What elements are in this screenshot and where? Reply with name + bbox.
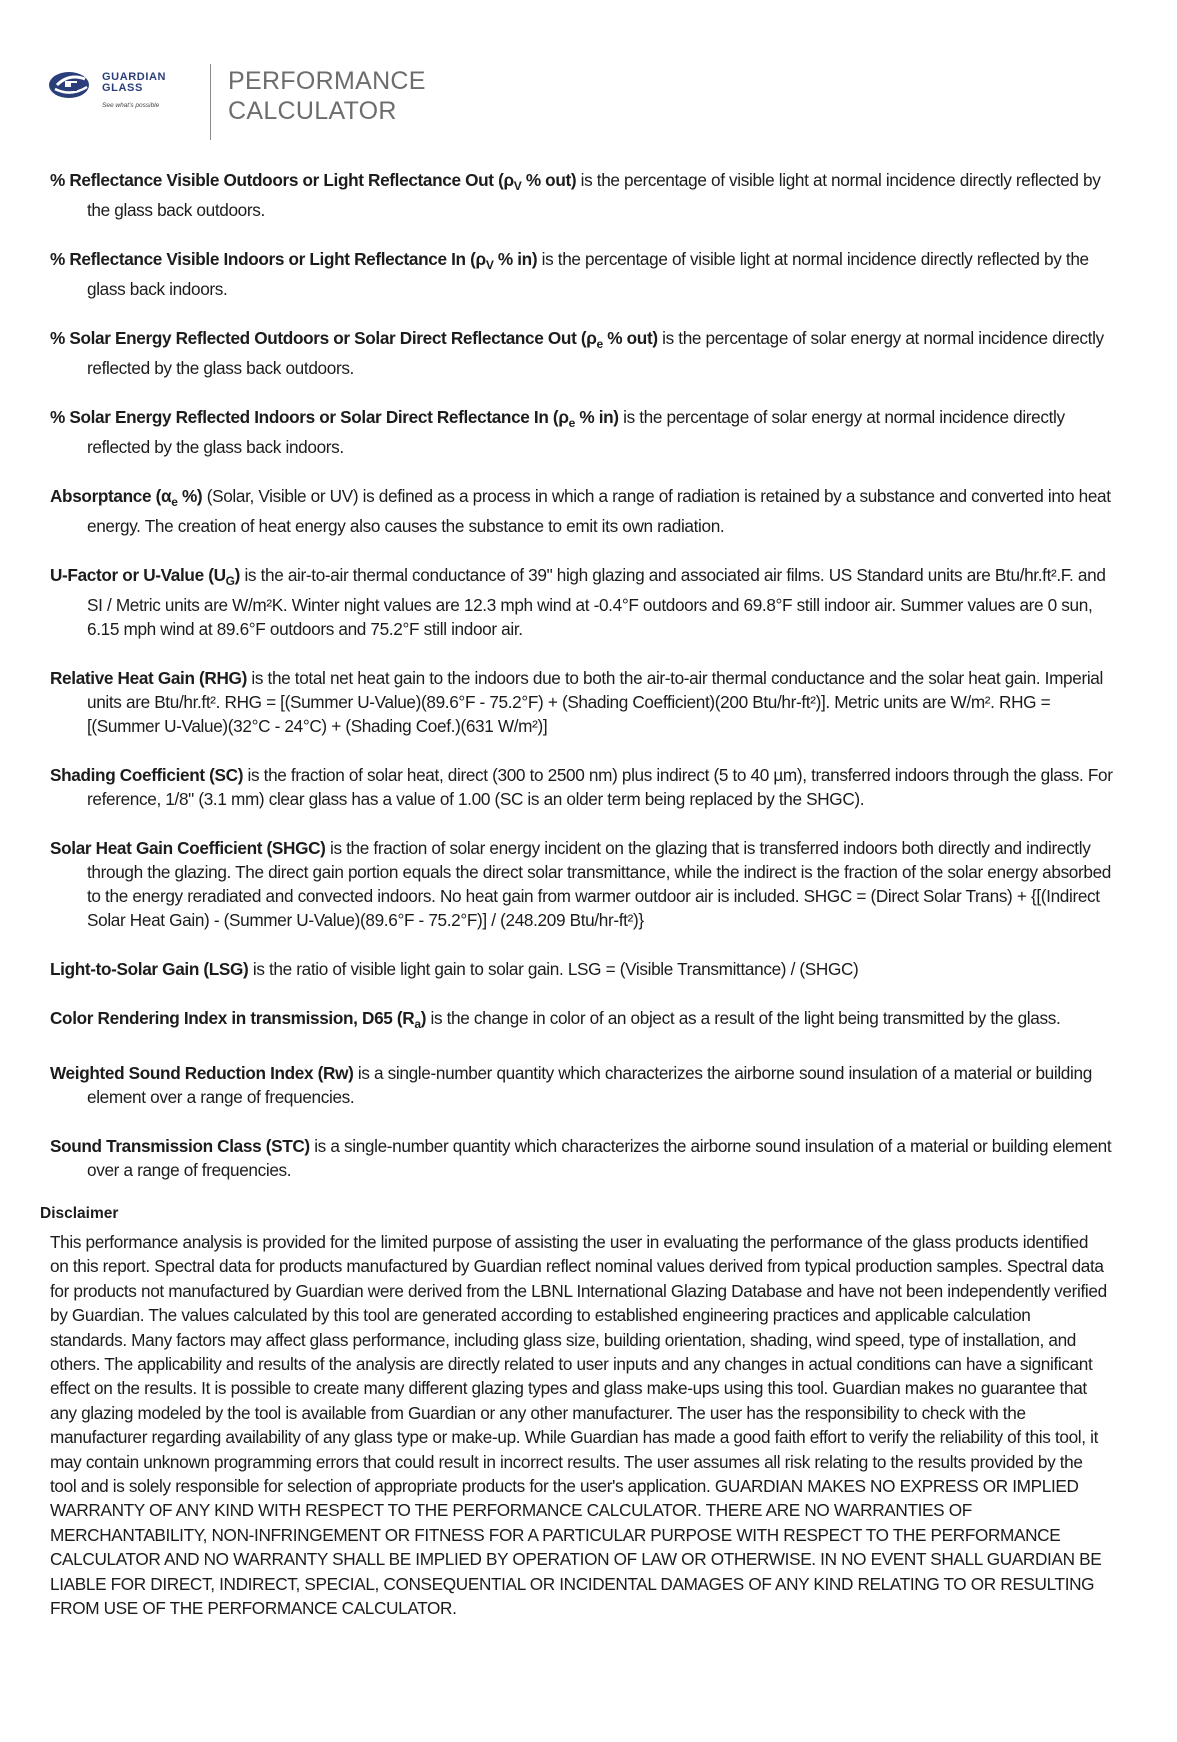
definition-body: is the total net heat gain to the indoors due to both the air-to-air thermal conductance and the solar heat gain. Imperial units are Btu/hr.ft². RHG = [(Summer U-Value)(89.6°F - 75.2°F) + (Shading Coefficient)(200 Btu/hr-ft²)]. Metric units are W/m². RHG = [(Summer U-Value)(32°C - 24°C) + (Shading Coef.)(631 W/m²)]: [87, 668, 1103, 736]
page-title-line-1: PERFORMANCE: [228, 67, 426, 95]
definition-subscript: e: [171, 495, 178, 509]
definition-body: is the fraction of solar energy incident on the glazing that is transferred indoors both directly and indirectly through the glazing. The direct gain portion equals the direct solar transmittance, while the indirect is the fraction of the solar energy absorbed to the energy reradiated and convected indoors. No heat gain from warmer outdoor air is included. SHGC = (Direct Solar Trans) + {[(Indirect Solar Heat Gain) - (Summer U-Value)(89.6°F - 75.2°F)] / (248.209 Btu/hr-ft²)}: [87, 838, 1112, 930]
brand-line-2: GLASS: [102, 82, 143, 94]
definition-body: is the percentage of visible light at normal incidence directly reflected by the glass back outdoors.: [87, 170, 1101, 220]
guardian-globe-icon: [47, 70, 97, 100]
definition-body: is the ratio of visible light gain to solar gain. LSG = (Visible Transmittance) / (SHGC): [248, 959, 859, 979]
definition-term: % Solar Energy Reflected Outdoors or Solar Direct Reflectance Out (: [50, 328, 587, 348]
definition-item: [50, 484, 1118, 538]
definition-body: is the fraction of solar heat, direct (300 to 2500 nm) plus indirect (5 to 40 µm), transferred indoors through the glass. For reference, 1/8" (3.1 mm) clear glass has a value of 1.00 (SC is an older term being replaced by the SHGC).: [87, 765, 1113, 809]
definition-subscript: a: [414, 1017, 421, 1031]
definition-term: Absorptance (: [50, 486, 162, 506]
definition-body: is the percentage of solar energy at normal incidence directly reflected by the glass back outdoors.: [87, 328, 1104, 378]
definition-item: [50, 763, 1118, 811]
definition-term: Weighted Sound Reduction Index (Rw): [50, 1063, 354, 1083]
definition-symbol: ρ: [586, 328, 597, 348]
brand-tagline: See what's possible: [102, 102, 160, 109]
definition-term: % Reflectance Visible Outdoors or Light Reflectance Out (: [50, 170, 504, 190]
definition-item: [50, 1134, 1118, 1182]
definition-symbol: ρ: [475, 249, 486, 269]
definition-term-close: % in): [493, 249, 538, 269]
definition-body: is the percentage of visible light at normal incidence directly reflected by the glass back indoors.: [87, 249, 1089, 299]
definition-term: Shading Coefficient (SC): [50, 765, 244, 785]
definition-item: [50, 836, 1118, 932]
definition-term-close: ): [420, 1008, 427, 1028]
definition-term: Light-to-Solar Gain (LSG): [50, 959, 249, 979]
definition-body: is a single-number quantity which characterizes the airborne sound insulation of a material or building element over a range of frequencies.: [87, 1136, 1112, 1180]
disclaimer-text: This performance analysis is provided for the limited purpose of assisting the user in evaluating the performance of the glass products identified on this report. Spectral data for products manufactured by Guardian reflect nominal values derived from typical production samples. Spectral data for products not manufactured by Guardian were derived from the LBNL International Glazing Database and have not been independently verified by Guardian. The values calculated by this tool are generated according to established engineering practices and applicable calculation standards. Many factors may affect glass performance, including glass size, building orientation, shading, wind speed, type of installation, and others. The applicability and results of the analysis are directly related to user inputs and any changes in actual conditions can have a significant effect on the results. It is possible to create many different glazing types and glass make-ups using this tool. Guardian makes no guarantee that any glazing modeled by the tool is available from Guardian or any other manufacturer. The user has the responsibility to check with the manufacturer regarding availability of any glass type or make-up. While Guardian has made a good faith effort to verify the reliability of this tool, it may contain unknown programming errors that could result in incorrect results. The user assumes all risk relating to the results provided by the tool and is solely responsible for selection of appropriate products for the user's application. GUARDIAN MAKES NO EXPRESS OR IMPLIED WARRANTY OF ANY KIND WITH RESPECT TO THE PERFORMANCE CALCULATOR. THERE ARE NO WARRANTIES OF MERCHANTABILITY, NON-INFRINGEMENT OR FITNESS FOR A PARTICULAR PURPOSE WITH RESPECT TO THE PERFORMANCE CALCULATOR AND NO WARRANTY SHALL BE IMPLIED BY OPERATION OF LAW OR OTHERWISE. IN NO EVENT SHALL GUARDIAN BE LIABLE FOR DIRECT, INDIRECT, SPECIAL, CONSEQUENTIAL OR INCIDENTAL DAMAGES OF ANY KIND RELATING TO OR RESULTING FROM USE OF THE PERFORMANCE CALCULATOR.: [50, 1232, 1107, 1619]
header-divider: [210, 64, 211, 140]
definition-item: [50, 563, 1118, 641]
definition-term: U-Factor or U-Value (U: [50, 565, 226, 585]
definition-body: is the air-to-air thermal conductance of 39" high glazing and associated air films. US Standard units are Btu/hr.ft².F. and SI / Metric units are W/m²K. Winter night values are 12.3 mph wind at -0.4°F outdoors and 69.8°F still indoor air. Summer values are 0 sun, 6.15 mph wind at 89.6°F outdoors and 75.2°F still indoor air.: [87, 565, 1106, 639]
definition-symbol: α: [161, 486, 172, 506]
definition-item: [50, 1006, 1118, 1036]
definition-item: [50, 247, 1118, 301]
definition-subscript: e: [568, 416, 575, 430]
definition-body: (Solar, Visible or UV) is defined as a process in which a range of radiation is retained by a substance and converted into heat energy. The creation of heat energy also causes the substance to emit its own radiation.: [87, 486, 1111, 536]
definition-subscript: e: [596, 337, 603, 351]
definition-term: Relative Heat Gain (RHG): [50, 668, 247, 688]
definition-term-close: % out): [521, 170, 577, 190]
definition-term: Color Rendering Index in transmission, D65 (R: [50, 1008, 415, 1028]
brand-line-1: GUARDIAN: [102, 71, 167, 83]
definition-subscript: G: [225, 574, 235, 588]
page-title-line-2: CALCULATOR: [228, 97, 397, 125]
definition-term-close: ): [234, 565, 241, 585]
definition-term-close: % out): [602, 328, 658, 348]
definition-item: [50, 1061, 1118, 1109]
page-header: [47, 58, 426, 138]
disclaimer-title: Disclaimer: [40, 1205, 119, 1222]
page-title: [228, 66, 426, 126]
definition-body: is a single-number quantity which characterizes the airborne sound insulation of a material or building element over a range of frequencies.: [87, 1063, 1092, 1107]
definition-term-close: %): [177, 486, 203, 506]
definitions-list: [50, 168, 1118, 1207]
brand-name: [102, 72, 166, 94]
definition-body: is the percentage of solar energy at normal incidence directly reflected by the glass back indoors.: [87, 407, 1065, 457]
definition-term: % Solar Energy Reflected Indoors or Solar Direct Reflectance In (: [50, 407, 559, 427]
definition-item: [50, 168, 1118, 222]
definition-term-close: % in): [574, 407, 619, 427]
definition-symbol: ρ: [503, 170, 514, 190]
definition-item: [50, 666, 1118, 738]
definition-item: [50, 405, 1118, 459]
definition-term: Solar Heat Gain Coefficient (SHGC): [50, 838, 326, 858]
definition-body: is the change in color of an object as a result of the light being transmitted by the glass.: [426, 1008, 1061, 1028]
definition-term: Sound Transmission Class (STC): [50, 1136, 310, 1156]
definition-item: [50, 326, 1118, 380]
definition-subscript: V: [485, 258, 494, 272]
definition-symbol: ρ: [558, 407, 569, 427]
definition-item: [50, 957, 1118, 981]
definition-term: % Reflectance Visible Indoors or Light Reflectance In (: [50, 249, 476, 269]
definition-subscript: V: [513, 179, 522, 193]
guardian-glass-logo: [47, 58, 194, 132]
